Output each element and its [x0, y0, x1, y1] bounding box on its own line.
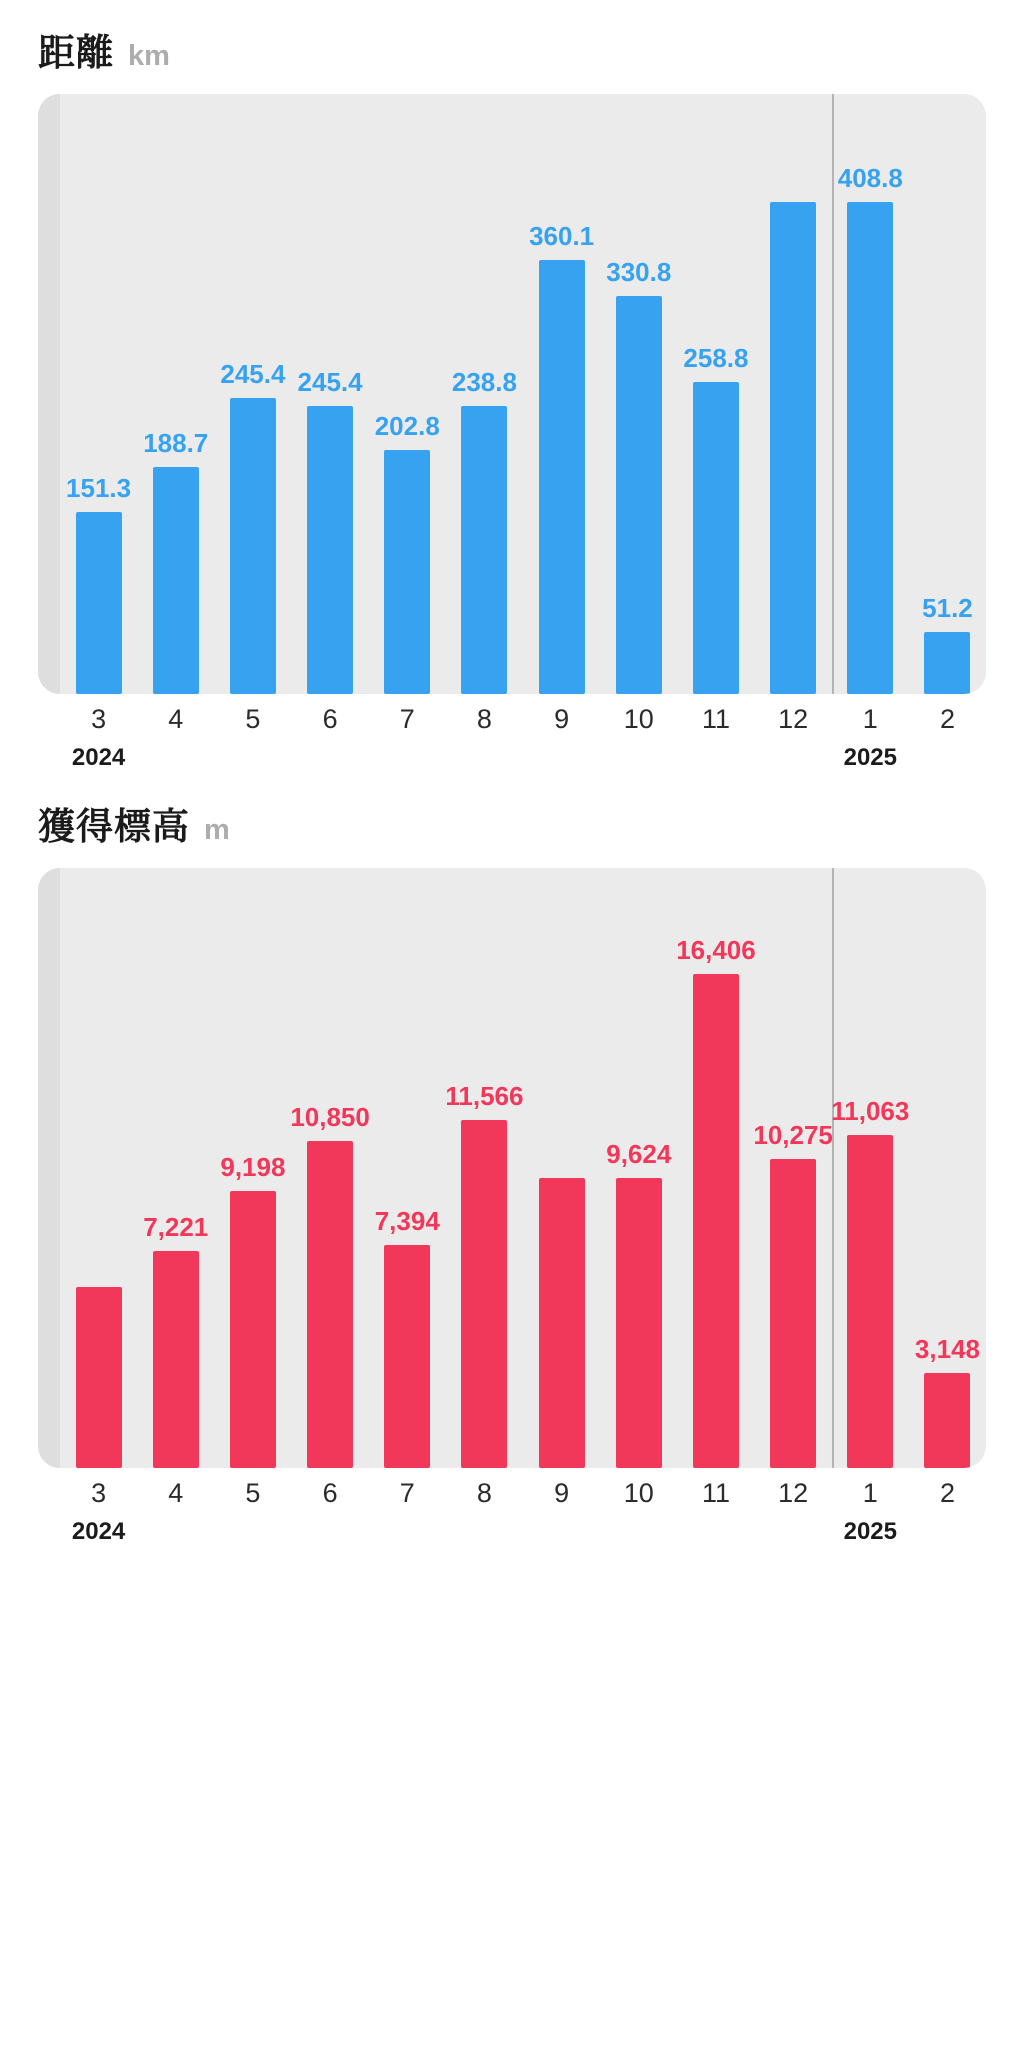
elevation-bar-value-label: 16,406	[676, 935, 756, 965]
elevation-bar-value-label: 11,566	[445, 1081, 524, 1111]
elevation-tick-label: 6	[322, 1478, 338, 1508]
distance-bar-value-label: 258.8	[683, 343, 749, 373]
elevation-year-label	[369, 1518, 446, 1546]
distance-unit-label: km	[128, 40, 170, 72]
distance-year-label: 2025	[843, 744, 897, 771]
distance-year-label	[137, 744, 214, 772]
elevation-bar-slot[interactable]	[60, 868, 137, 1468]
distance-bar-slot[interactable]	[600, 94, 677, 694]
distance-bar-value-label: 188.7	[143, 428, 209, 458]
elevation-bar[interactable]	[230, 1191, 276, 1468]
distance-year-label	[909, 744, 986, 772]
distance-tick-label: 7	[399, 704, 415, 734]
distance-bar-value-label: 151.3	[66, 473, 132, 503]
elevation-bar-slot[interactable]	[677, 868, 754, 1468]
elevation-bar-slot[interactable]	[909, 868, 986, 1468]
elevation-chart-block	[0, 790, 1024, 1564]
distance-bar[interactable]	[153, 467, 199, 694]
distance-chart-block	[0, 0, 1024, 790]
distance-bar[interactable]	[770, 202, 816, 694]
distance-tick-label: 4	[168, 704, 184, 734]
distance-tick-label: 2	[939, 704, 955, 734]
distance-bar-slot[interactable]	[909, 94, 986, 694]
elevation-tick-label: 4	[168, 1478, 184, 1508]
elevation-bars	[60, 868, 986, 1468]
elevation-bar-slot[interactable]	[446, 868, 523, 1468]
elevation-bar[interactable]	[461, 1120, 507, 1468]
elevation-tick-label: 5	[245, 1478, 261, 1508]
elevation-bar[interactable]	[770, 1159, 816, 1468]
distance-axis	[38, 694, 986, 790]
distance-bar[interactable]	[461, 406, 507, 694]
elevation-bar-value-label: 3,148	[914, 1334, 980, 1364]
distance-axis-years	[60, 744, 986, 772]
elevation-bar-value-label: 7,221	[143, 1212, 209, 1242]
distance-year-label	[214, 744, 291, 772]
elevation-year-label	[446, 1518, 523, 1546]
distance-bars	[60, 94, 986, 694]
elevation-bar-slot[interactable]	[832, 868, 909, 1468]
distance-bar-value-label: 238.8	[451, 367, 517, 397]
elevation-tick-label: 7	[399, 1478, 415, 1508]
elevation-bar[interactable]	[924, 1373, 970, 1468]
elevation-year-label	[292, 1518, 369, 1546]
elevation-axis-ticks	[60, 1468, 986, 1509]
distance-tick-label: 9	[554, 704, 570, 734]
distance-year-label	[600, 744, 677, 772]
distance-year-label	[755, 744, 832, 772]
elevation-bar[interactable]	[847, 1135, 893, 1468]
elevation-unit-label: m	[204, 814, 230, 846]
elevation-bar-slot[interactable]	[755, 868, 832, 1468]
distance-bar-slot[interactable]	[60, 94, 137, 694]
distance-bar[interactable]	[307, 406, 353, 694]
elevation-bar-value-label: 10,275	[753, 1120, 833, 1150]
distance-year-label	[369, 744, 446, 772]
distance-bar[interactable]	[230, 398, 276, 694]
elevation-year-label	[214, 1518, 291, 1546]
distance-bar-slot[interactable]	[137, 94, 214, 694]
elevation-bar[interactable]	[693, 974, 739, 1468]
elevation-plot-gutter	[38, 868, 60, 1468]
elevation-tick-label: 11	[701, 1478, 730, 1508]
distance-bar[interactable]	[539, 260, 585, 694]
elevation-tick-label: 9	[554, 1478, 570, 1508]
distance-bar-value-label: 202.8	[374, 411, 440, 441]
distance-tick-label: 8	[476, 704, 492, 734]
elevation-year-label	[677, 1518, 754, 1546]
distance-bar-slot[interactable]	[292, 94, 369, 694]
distance-tick-label: 5	[245, 704, 261, 734]
elevation-bar[interactable]	[307, 1141, 353, 1468]
distance-bar-value-label: 360.1	[529, 221, 595, 251]
distance-tick-label: 6	[322, 704, 338, 734]
elevation-bar[interactable]	[616, 1178, 662, 1468]
distance-year-label	[523, 744, 600, 772]
distance-year-label	[292, 744, 369, 772]
distance-bar-value-label: 245.4	[220, 359, 286, 389]
distance-bar-slot[interactable]	[446, 94, 523, 694]
distance-bar[interactable]	[76, 512, 122, 694]
distance-tick-label: 12	[778, 704, 809, 734]
elevation-title: 獲得標高	[38, 806, 190, 847]
distance-tick-label: 10	[623, 704, 654, 734]
distance-bar[interactable]	[693, 382, 739, 694]
elevation-year-label	[523, 1518, 600, 1546]
distance-bar-value-label: 330.8	[606, 257, 672, 287]
elevation-year-label	[137, 1518, 214, 1546]
elevation-bar-value-label: 10,850	[290, 1102, 370, 1132]
elevation-year-label: 2024	[71, 1518, 126, 1545]
elevation-axis	[38, 1468, 986, 1564]
distance-bar-slot[interactable]	[677, 94, 754, 694]
elevation-bar[interactable]	[384, 1245, 430, 1468]
elevation-chart-header	[0, 796, 1024, 850]
elevation-bar-slot[interactable]	[214, 868, 291, 1468]
elevation-year-label	[755, 1518, 832, 1546]
distance-plot-area	[38, 94, 986, 694]
elevation-tick-label: 10	[623, 1478, 654, 1508]
elevation-year-label: 2025	[843, 1518, 897, 1545]
distance-bar-slot[interactable]	[523, 94, 600, 694]
elevation-bar[interactable]	[153, 1251, 199, 1468]
elevation-axis-years	[60, 1518, 986, 1546]
distance-tick-label: 11	[701, 704, 730, 734]
distance-tick-label: 3	[91, 704, 107, 734]
distance-bar[interactable]	[924, 632, 970, 694]
elevation-tick-label: 12	[778, 1478, 809, 1508]
elevation-bar-value-label: 11,063	[831, 1096, 910, 1126]
elevation-plot-area	[38, 868, 986, 1468]
elevation-tick-label: 8	[476, 1478, 492, 1508]
elevation-bar-value-label: 9,198	[220, 1152, 286, 1182]
elevation-bar-value-label: 9,624	[606, 1139, 672, 1169]
elevation-bar-slot[interactable]	[292, 868, 369, 1468]
distance-year-label	[677, 744, 754, 772]
elevation-tick-label: 3	[91, 1478, 107, 1508]
distance-year-label: 2024	[71, 744, 126, 771]
distance-tick-label: 1	[862, 704, 878, 734]
elevation-bar-slot[interactable]	[369, 868, 446, 1468]
elevation-bar[interactable]	[539, 1178, 585, 1468]
distance-chart-header	[0, 22, 1024, 76]
distance-bar-value-label: 51.2	[922, 593, 973, 623]
distance-bar[interactable]	[384, 450, 430, 694]
page-title: 距離	[38, 32, 114, 73]
elevation-year-label	[600, 1518, 677, 1546]
distance-bar-value-label: 245.4	[297, 367, 363, 397]
elevation-tick-label: 1	[862, 1478, 878, 1508]
distance-plot-gutter	[38, 94, 60, 694]
distance-axis-ticks	[60, 694, 986, 735]
elevation-year-label	[909, 1518, 986, 1546]
elevation-tick-label: 2	[939, 1478, 955, 1508]
elevation-bar[interactable]	[76, 1287, 122, 1468]
distance-bar-value-label: 408.8	[837, 163, 903, 193]
distance-year-label	[446, 744, 523, 772]
elevation-bar-value-label: 7,394	[374, 1206, 440, 1236]
